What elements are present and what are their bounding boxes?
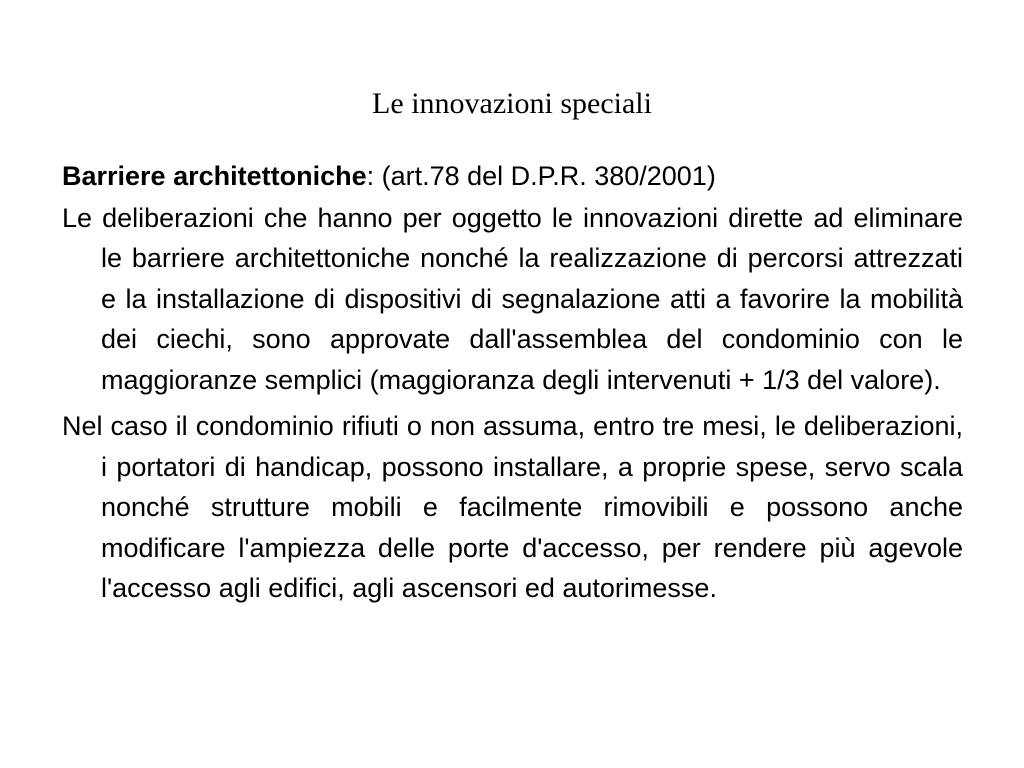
section-heading-bold: Barriere architettoniche [62, 161, 367, 191]
section-heading-reference: : (art.78 del D.P.R. 380/2001) [366, 161, 716, 191]
paragraph-rifiuto-condominio: Nel caso il condominio rifiuti o non assuma, entro tre mesi, le deliberazioni, i portatori di handicap, possono installare, a proprie spese, servo scala nonché strutture mobili e facilmente rimovibili e possono anche modificare l'ampiezza delle porte d'accesso, per rendere più agevole l'accesso agli edifici, agli ascensori ed autorimesse. [62, 411, 963, 603]
slide-body [62, 156, 963, 615]
section-heading [62, 156, 963, 197]
slide-title: Le innovazioni speciali [372, 87, 652, 120]
paragraph-deliberazioni: Le deliberazioni che hanno per oggetto le innovazioni dirette ad eliminare le barriere architettoniche nonché la realizzazione di percorsi attrezzati e la installazione di dispositivi di segnalazione atti a favorire la mobilità dei ciechi, sono approvate dall'assemblea del condominio con le maggioranze semplici (maggioranza degli intervenuti + 1/3 del valore). [62, 202, 963, 395]
